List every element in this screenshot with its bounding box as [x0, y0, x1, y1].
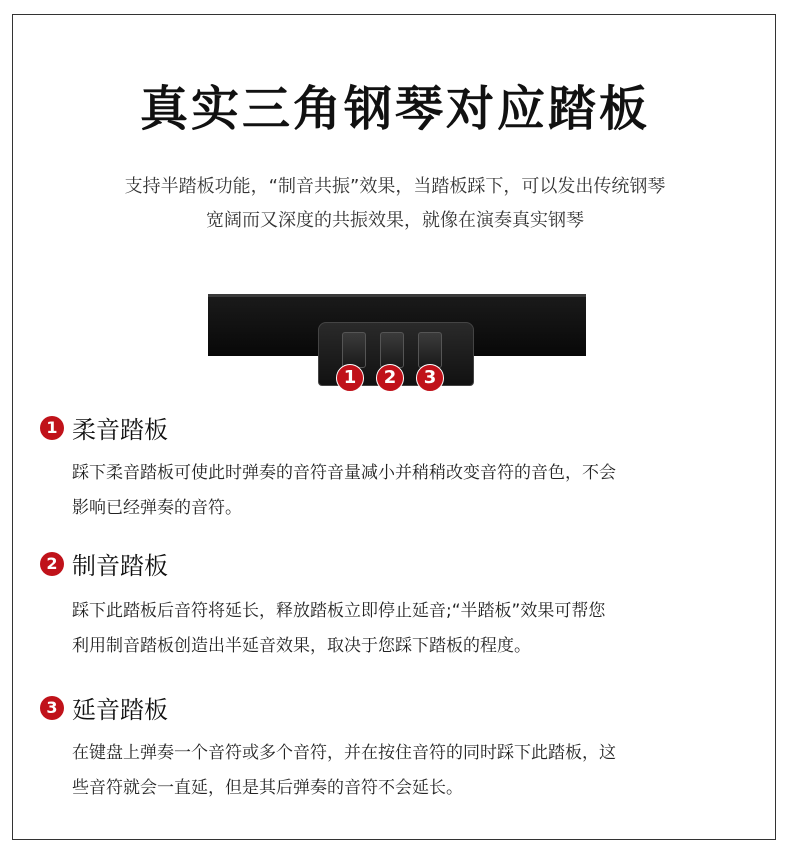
section-2-heading: [40, 546, 168, 581]
subtitle: [0, 170, 790, 238]
section-1-number: 1: [40, 416, 64, 440]
subtitle-line-2: 宽阔而又深度的共振效果，就像在演奏真实钢琴: [206, 210, 584, 231]
section-3-heading: [40, 690, 168, 725]
section-1-line-2: 影响已经弹奏的音符。: [72, 498, 242, 518]
pedal-badge-2: 2: [376, 364, 404, 392]
section-3-line-2: 些音符就会一直延，但是其后弹奏的音符不会延长。: [72, 778, 463, 798]
section-3-line-1: 在键盘上弹奏一个音符或多个音符，并在按住音符的同时踩下此踏板，这: [72, 743, 616, 763]
pedal-soft: [342, 332, 366, 368]
section-1-title: 柔音踏板: [72, 416, 168, 444]
section-2-line-1: 踩下此踏板后音符将延长，释放踏板立即停止延音;“半踏板”效果可帮您: [72, 601, 606, 621]
section-3-title: 延音踏板: [72, 696, 168, 724]
section-2-line-2: 利用制音踏板创造出半延音效果，取决于您踩下踏板的程度。: [72, 636, 531, 656]
section-3-number: 3: [40, 696, 64, 720]
pedal-sostenuto: [380, 332, 404, 368]
section-1-line-1: 踩下柔音踏板可使此时弹奏的音符音量减小并稍稍改变音符的音色，不会: [72, 463, 616, 483]
pedal-badge-3: 3: [416, 364, 444, 392]
subtitle-line-1: 支持半踏板功能，“制音共振”效果，当踏板踩下，可以发出传统钢琴: [124, 176, 666, 197]
section-3-body: [72, 736, 762, 806]
pedal-sustain: [418, 332, 442, 368]
pedal-image: [208, 294, 586, 394]
section-2-title: 制音踏板: [72, 552, 168, 580]
section-2-body: [72, 594, 762, 664]
page-title: 真实三角钢琴对应踏板: [139, 81, 650, 137]
section-1-body: [72, 456, 762, 526]
section-1-heading: [40, 410, 168, 445]
section-2-number: 2: [40, 552, 64, 576]
pedal-badge-1: 1: [336, 364, 364, 392]
